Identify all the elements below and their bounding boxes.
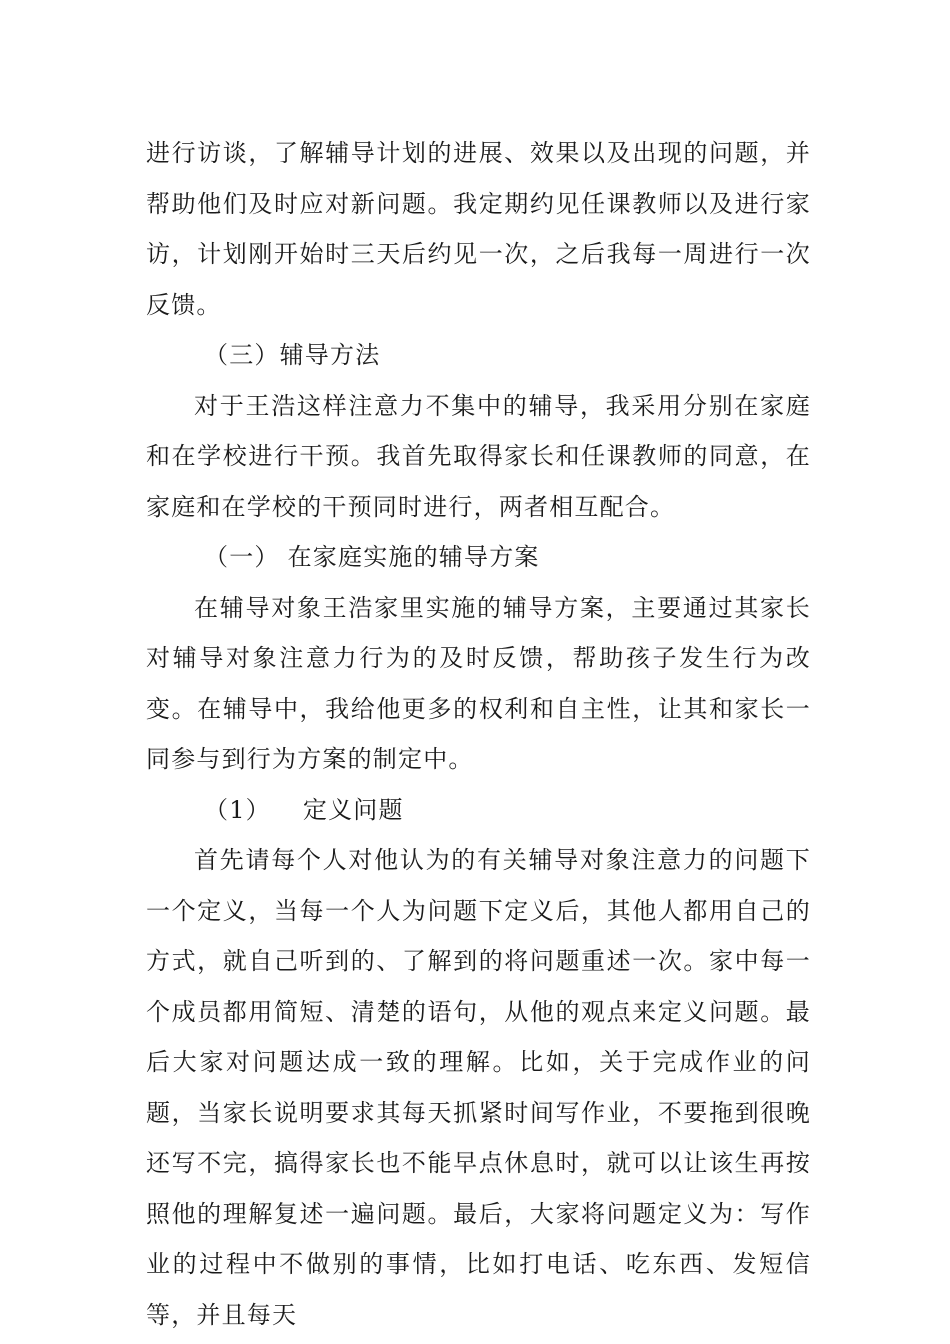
heading-text: 定义问题 — [302, 795, 404, 824]
paragraph-define-problem-description — [146, 835, 811, 1340]
paragraph-text: 进行访谈，了解辅导计划的进展、效果以及出现的问题，并帮助他们及时应对新问题。我定期约见任课教师以及进行家访，计划刚开始时三天后约见一次，之后我每一周进行一次反馈。 — [146, 139, 811, 319]
heading-number: （一） — [204, 543, 280, 571]
heading-counseling-methods — [146, 330, 811, 381]
paragraph-text: 首先请每个人对他认为的有关辅导对象注意力的问题下一个定义，当每一个人为问题下定义后，其他人都用自己的方式，就自己听到的、了解到的将问题重述一次。家中每一个成员都用简短、清楚的语句，从他的观点来定义问题。最后大家对问题达成一致的理解。比如，关于完成作业的问题，当家长说明要求其每天抓紧时间写作业，不要拖到很晚还写不完，搞得家长也不能早点休息时，就可以让该生再按照他的理解复述一遍问题。最后，大家将问题定义为：写作业的过程中不做别的事情，比如打电话、吃东西、发短信等，并且每天 — [146, 846, 811, 1329]
document-body — [146, 128, 811, 1340]
paragraph-intervention-overview — [146, 381, 811, 533]
heading-text: 在家庭实施的辅导方案 — [287, 543, 540, 571]
paragraph-text: 在辅导对象王浩家里实施的辅导方案，主要通过其家长对辅导对象注意力行为的及时反馈，帮助孩子发生行为改变。在辅导中，我给他更多的权利和自主性，让其和家长一同参与到行为方案的制定中。 — [146, 593, 811, 773]
heading-text: （三）辅导方法 — [204, 341, 381, 369]
heading-number: （1） — [204, 795, 271, 824]
paragraph-interview-continuation — [146, 128, 811, 330]
paragraph-home-plan-description — [146, 583, 811, 785]
paragraph-text: 对于王浩这样注意力不集中的辅导，我采用分别在家庭和在学校进行干预。我首先取得家长和任课教师的同意，在家庭和在学校的干预同时进行，两者相互配合。 — [146, 391, 811, 521]
heading-define-problem — [146, 785, 811, 836]
heading-home-plan — [146, 532, 811, 583]
